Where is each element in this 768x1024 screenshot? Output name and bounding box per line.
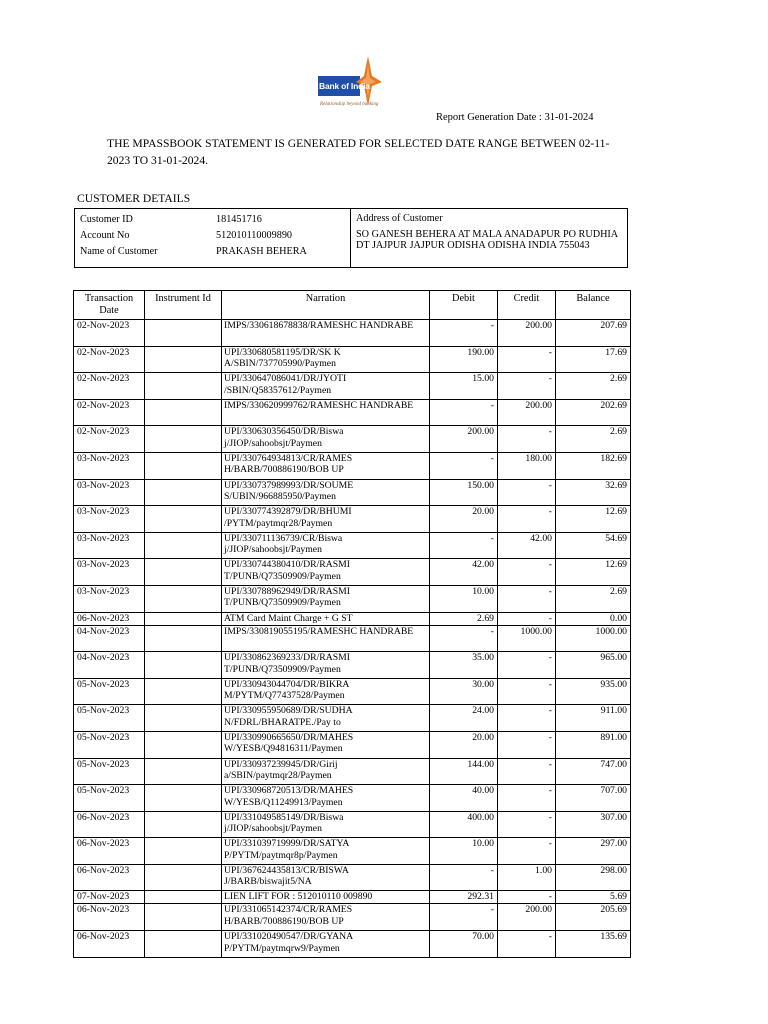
cell-date: 06-Nov-2023 bbox=[74, 612, 145, 625]
customer-info-panel bbox=[75, 209, 351, 267]
cell-date: 05-Nov-2023 bbox=[74, 731, 145, 758]
cell-debit: 20.00 bbox=[430, 731, 498, 758]
cell-balance: 935.00 bbox=[556, 678, 631, 705]
table-row bbox=[74, 452, 631, 479]
cell-balance: 12.69 bbox=[556, 506, 631, 533]
cell-debit: 15.00 bbox=[430, 373, 498, 400]
customer-address-panel bbox=[356, 213, 624, 252]
cell-narration: UPI/331039719999/DR/SATYA P/PYTM/paytmqr8p/Paymen bbox=[222, 838, 430, 865]
table-row bbox=[74, 864, 631, 891]
cell-narration: IMPS/330620999762/RAMESHC HANDRABE bbox=[222, 399, 430, 426]
cell-balance: 32.69 bbox=[556, 479, 631, 506]
cell-debit: - bbox=[430, 864, 498, 891]
cell-instrument bbox=[145, 864, 222, 891]
cell-date: 05-Nov-2023 bbox=[74, 705, 145, 732]
cell-date: 03-Nov-2023 bbox=[74, 506, 145, 533]
cell-balance: 2.69 bbox=[556, 373, 631, 400]
cell-debit: 30.00 bbox=[430, 678, 498, 705]
table-row bbox=[74, 652, 631, 679]
cell-balance: 707.00 bbox=[556, 785, 631, 812]
table-row bbox=[74, 479, 631, 506]
cell-balance: 297.00 bbox=[556, 838, 631, 865]
customer-id-label: Customer ID bbox=[80, 214, 133, 225]
statement-headline: THE MPASSBOOK STATEMENT IS GENERATED FOR SELECTED DATE RANGE BETWEEN 02-11-2023 TO 31-01-2024. bbox=[107, 137, 610, 167]
cell-balance: 747.00 bbox=[556, 758, 631, 785]
cell-debit: 35.00 bbox=[430, 652, 498, 679]
cell-balance: 202.69 bbox=[556, 399, 631, 426]
table-row bbox=[74, 838, 631, 865]
cell-narration: UPI/330744380410/DR/RASMI T/PUNB/Q73509909/Paymen bbox=[222, 559, 430, 586]
cell-balance: 911.00 bbox=[556, 705, 631, 732]
cell-instrument bbox=[145, 373, 222, 400]
cell-narration: IMPS/330618678838/RAMESHC HANDRABE bbox=[222, 320, 430, 347]
cell-credit: - bbox=[498, 705, 556, 732]
cell-date: 04-Nov-2023 bbox=[74, 652, 145, 679]
cell-debit: 42.00 bbox=[430, 559, 498, 586]
table-row bbox=[74, 559, 631, 586]
cell-credit: 180.00 bbox=[498, 452, 556, 479]
cell-narration: UPI/330937239945/DR/Girij a/SBIN/paytmqr28/Paymen bbox=[222, 758, 430, 785]
table-row bbox=[74, 705, 631, 732]
table-row bbox=[74, 506, 631, 533]
cell-balance: 54.69 bbox=[556, 532, 631, 559]
table-header-row bbox=[74, 291, 631, 320]
cell-instrument bbox=[145, 506, 222, 533]
table-row bbox=[74, 532, 631, 559]
cell-balance: 2.69 bbox=[556, 585, 631, 612]
col-header-debit: Debit bbox=[430, 291, 498, 320]
cell-date: 03-Nov-2023 bbox=[74, 532, 145, 559]
cell-credit: 200.00 bbox=[498, 320, 556, 347]
cell-credit: - bbox=[498, 838, 556, 865]
cell-balance: 182.69 bbox=[556, 452, 631, 479]
cell-narration: UPI/330968720513/DR/MAHES W/YESB/Q11249913/Paymen bbox=[222, 785, 430, 812]
cell-debit: 190.00 bbox=[430, 346, 498, 373]
col-header-narration: Narration bbox=[222, 291, 430, 320]
col-header-credit: Credit bbox=[498, 291, 556, 320]
table-row bbox=[74, 373, 631, 400]
cell-debit: 40.00 bbox=[430, 785, 498, 812]
cell-credit: 1000.00 bbox=[498, 625, 556, 652]
cell-narration: UPI/330862369233/DR/RASMI T/PUNB/Q73509909/Paymen bbox=[222, 652, 430, 679]
cell-debit: 2.69 bbox=[430, 612, 498, 625]
address-label: Address of Customer bbox=[356, 213, 443, 224]
cell-narration: UPI/330711136739/CR/Biswa j/JIOP/sahoobsjt/Paymen bbox=[222, 532, 430, 559]
cell-credit: - bbox=[498, 758, 556, 785]
cell-instrument bbox=[145, 758, 222, 785]
cell-instrument bbox=[145, 479, 222, 506]
cell-date: 02-Nov-2023 bbox=[74, 320, 145, 347]
cell-debit: - bbox=[430, 320, 498, 347]
cell-debit: 400.00 bbox=[430, 811, 498, 838]
cell-balance: 5.69 bbox=[556, 891, 631, 904]
cell-narration: UPI/330680581195/DR/SK K A/SBIN/737705990/Paymen bbox=[222, 346, 430, 373]
cell-instrument bbox=[145, 532, 222, 559]
table-row bbox=[74, 612, 631, 625]
cell-credit: 1.00 bbox=[498, 864, 556, 891]
cell-credit: - bbox=[498, 652, 556, 679]
cell-narration: ATM Card Maint Charge + G ST bbox=[222, 612, 430, 625]
col-header-instrument: Instrument Id bbox=[145, 291, 222, 320]
transactions-table bbox=[73, 290, 631, 958]
cell-date: 06-Nov-2023 bbox=[74, 904, 145, 931]
cell-narration: UPI/330955950689/DR/SUDHA N/FDRL/BHARATPE./Pay to bbox=[222, 705, 430, 732]
customer-details-title: CUSTOMER DETAILS bbox=[77, 192, 191, 205]
cell-balance: 12.69 bbox=[556, 559, 631, 586]
cell-narration: UPI/331020490547/DR/GYANA P/PYTM/paytmqrw9/Paymen bbox=[222, 931, 430, 958]
table-row bbox=[74, 625, 631, 652]
cell-instrument bbox=[145, 811, 222, 838]
cell-date: 02-Nov-2023 bbox=[74, 426, 145, 453]
cell-balance: 307.00 bbox=[556, 811, 631, 838]
cell-debit: 10.00 bbox=[430, 585, 498, 612]
bank-tagline: Relationship beyond banking bbox=[320, 102, 379, 107]
cell-credit: 200.00 bbox=[498, 399, 556, 426]
cell-credit: - bbox=[498, 585, 556, 612]
cell-date: 04-Nov-2023 bbox=[74, 625, 145, 652]
cell-credit: - bbox=[498, 426, 556, 453]
cell-narration: LIEN LIFT FOR : 512010110 009890 bbox=[222, 891, 430, 904]
customer-name-value: PRAKASH BEHERA bbox=[216, 246, 307, 257]
cell-narration: IMPS/330819055195/RAMESHC HANDRABE bbox=[222, 625, 430, 652]
table-row bbox=[74, 891, 631, 904]
cell-instrument bbox=[145, 585, 222, 612]
cell-date: 03-Nov-2023 bbox=[74, 585, 145, 612]
customer-id-value: 181451716 bbox=[216, 214, 262, 225]
cell-date: 03-Nov-2023 bbox=[74, 452, 145, 479]
cell-date: 07-Nov-2023 bbox=[74, 891, 145, 904]
cell-date: 05-Nov-2023 bbox=[74, 678, 145, 705]
cell-instrument bbox=[145, 931, 222, 958]
cell-debit: 10.00 bbox=[430, 838, 498, 865]
cell-date: 02-Nov-2023 bbox=[74, 346, 145, 373]
cell-credit: - bbox=[498, 785, 556, 812]
cell-date: 03-Nov-2023 bbox=[74, 479, 145, 506]
table-row bbox=[74, 678, 631, 705]
cell-date: 05-Nov-2023 bbox=[74, 785, 145, 812]
customer-details-box bbox=[74, 208, 628, 268]
cell-instrument bbox=[145, 426, 222, 453]
col-header-date: Transaction Date bbox=[74, 291, 145, 320]
cell-narration: UPI/330774392879/DR/BHUMI /PYTM/paytmqr28/Paymen bbox=[222, 506, 430, 533]
cell-instrument bbox=[145, 399, 222, 426]
report-generation-date: Report Generation Date : 31-01-2024 bbox=[436, 112, 594, 123]
cell-credit: - bbox=[498, 506, 556, 533]
cell-narration: UPI/330943044704/DR/BIKRA M/PYTM/Q77437528/Paymen bbox=[222, 678, 430, 705]
table-row bbox=[74, 731, 631, 758]
cell-credit: - bbox=[498, 479, 556, 506]
cell-debit: 292.31 bbox=[430, 891, 498, 904]
cell-debit: - bbox=[430, 532, 498, 559]
col-header-balance: Balance bbox=[556, 291, 631, 320]
cell-balance: 0.00 bbox=[556, 612, 631, 625]
cell-instrument bbox=[145, 612, 222, 625]
address-value: SO GANESH BEHERA AT MALA ANADAPUR PO RUDHIA DT JAJPUR JAJPUR ODISHA ODISHA INDIA 755043 bbox=[356, 228, 618, 251]
cell-balance: 2.69 bbox=[556, 426, 631, 453]
bank-logo bbox=[318, 56, 382, 112]
account-no-label: Account No bbox=[80, 230, 130, 241]
cell-narration: UPI/330647086041/DR/JYOTI /SBIN/Q58357612/Paymen bbox=[222, 373, 430, 400]
cell-narration: UPI/330764934813/CR/RAMES H/BARB/700886190/BOB UP bbox=[222, 452, 430, 479]
cell-balance: 135.69 bbox=[556, 931, 631, 958]
cell-date: 06-Nov-2023 bbox=[74, 838, 145, 865]
cell-credit: - bbox=[498, 931, 556, 958]
cell-balance: 891.00 bbox=[556, 731, 631, 758]
cell-instrument bbox=[145, 678, 222, 705]
cell-debit: 24.00 bbox=[430, 705, 498, 732]
cell-balance: 205.69 bbox=[556, 904, 631, 931]
table-row bbox=[74, 399, 631, 426]
cell-date: 06-Nov-2023 bbox=[74, 931, 145, 958]
cell-credit: - bbox=[498, 678, 556, 705]
cell-narration: UPI/330737989993/DR/SOUME S/UBIN/966885950/Paymen bbox=[222, 479, 430, 506]
table-row bbox=[74, 585, 631, 612]
cell-narration: UPI/331049585149/DR/Biswa j/JIOP/sahoobsjt/Paymen bbox=[222, 811, 430, 838]
table-row bbox=[74, 758, 631, 785]
cell-credit: - bbox=[498, 612, 556, 625]
cell-debit: - bbox=[430, 399, 498, 426]
cell-narration: UPI/330630356450/DR/Biswa j/JIOP/sahoobsjt/Paymen bbox=[222, 426, 430, 453]
cell-credit: 200.00 bbox=[498, 904, 556, 931]
cell-narration: UPI/330788962949/DR/RASMI T/PUNB/Q73509909/Paymen bbox=[222, 585, 430, 612]
table-row bbox=[74, 320, 631, 347]
cell-balance: 17.69 bbox=[556, 346, 631, 373]
cell-debit: 144.00 bbox=[430, 758, 498, 785]
cell-credit: - bbox=[498, 731, 556, 758]
cell-debit: 150.00 bbox=[430, 479, 498, 506]
cell-date: 06-Nov-2023 bbox=[74, 864, 145, 891]
cell-instrument bbox=[145, 346, 222, 373]
table-row bbox=[74, 904, 631, 931]
cell-date: 02-Nov-2023 bbox=[74, 399, 145, 426]
cell-narration: UPI/330990665650/DR/MAHES W/YESB/Q94816311/Paymen bbox=[222, 731, 430, 758]
cell-credit: 42.00 bbox=[498, 532, 556, 559]
cell-date: 05-Nov-2023 bbox=[74, 758, 145, 785]
cell-debit: 200.00 bbox=[430, 426, 498, 453]
customer-name-label: Name of Customer bbox=[80, 246, 158, 257]
cell-balance: 965.00 bbox=[556, 652, 631, 679]
table-row bbox=[74, 426, 631, 453]
cell-instrument bbox=[145, 705, 222, 732]
cell-balance: 298.00 bbox=[556, 864, 631, 891]
cell-instrument bbox=[145, 452, 222, 479]
cell-instrument bbox=[145, 731, 222, 758]
account-no-value: 512010110009890 bbox=[216, 230, 293, 241]
table-row bbox=[74, 811, 631, 838]
cell-balance: 1000.00 bbox=[556, 625, 631, 652]
cell-debit: 70.00 bbox=[430, 931, 498, 958]
cell-balance: 207.69 bbox=[556, 320, 631, 347]
cell-debit: 20.00 bbox=[430, 506, 498, 533]
cell-instrument bbox=[145, 904, 222, 931]
cell-credit: - bbox=[498, 346, 556, 373]
cell-credit: - bbox=[498, 891, 556, 904]
cell-date: 06-Nov-2023 bbox=[74, 811, 145, 838]
cell-debit: - bbox=[430, 452, 498, 479]
cell-narration: UPI/367624435813/CR/BISWA J/BARB/biswajit5/NA bbox=[222, 864, 430, 891]
cell-credit: - bbox=[498, 559, 556, 586]
cell-date: 02-Nov-2023 bbox=[74, 373, 145, 400]
cell-debit: - bbox=[430, 904, 498, 931]
cell-instrument bbox=[145, 559, 222, 586]
cell-credit: - bbox=[498, 811, 556, 838]
cell-instrument bbox=[145, 838, 222, 865]
cell-instrument bbox=[145, 320, 222, 347]
bank-name: Bank of India bbox=[319, 81, 370, 91]
cell-instrument bbox=[145, 785, 222, 812]
cell-instrument bbox=[145, 652, 222, 679]
cell-date: 03-Nov-2023 bbox=[74, 559, 145, 586]
cell-instrument bbox=[145, 625, 222, 652]
cell-narration: UPI/331065142374/CR/RAMES H/BARB/700886190/BOB UP bbox=[222, 904, 430, 931]
table-row bbox=[74, 346, 631, 373]
cell-instrument bbox=[145, 891, 222, 904]
cell-debit: - bbox=[430, 625, 498, 652]
table-row bbox=[74, 785, 631, 812]
table-row bbox=[74, 931, 631, 958]
cell-credit: - bbox=[498, 373, 556, 400]
